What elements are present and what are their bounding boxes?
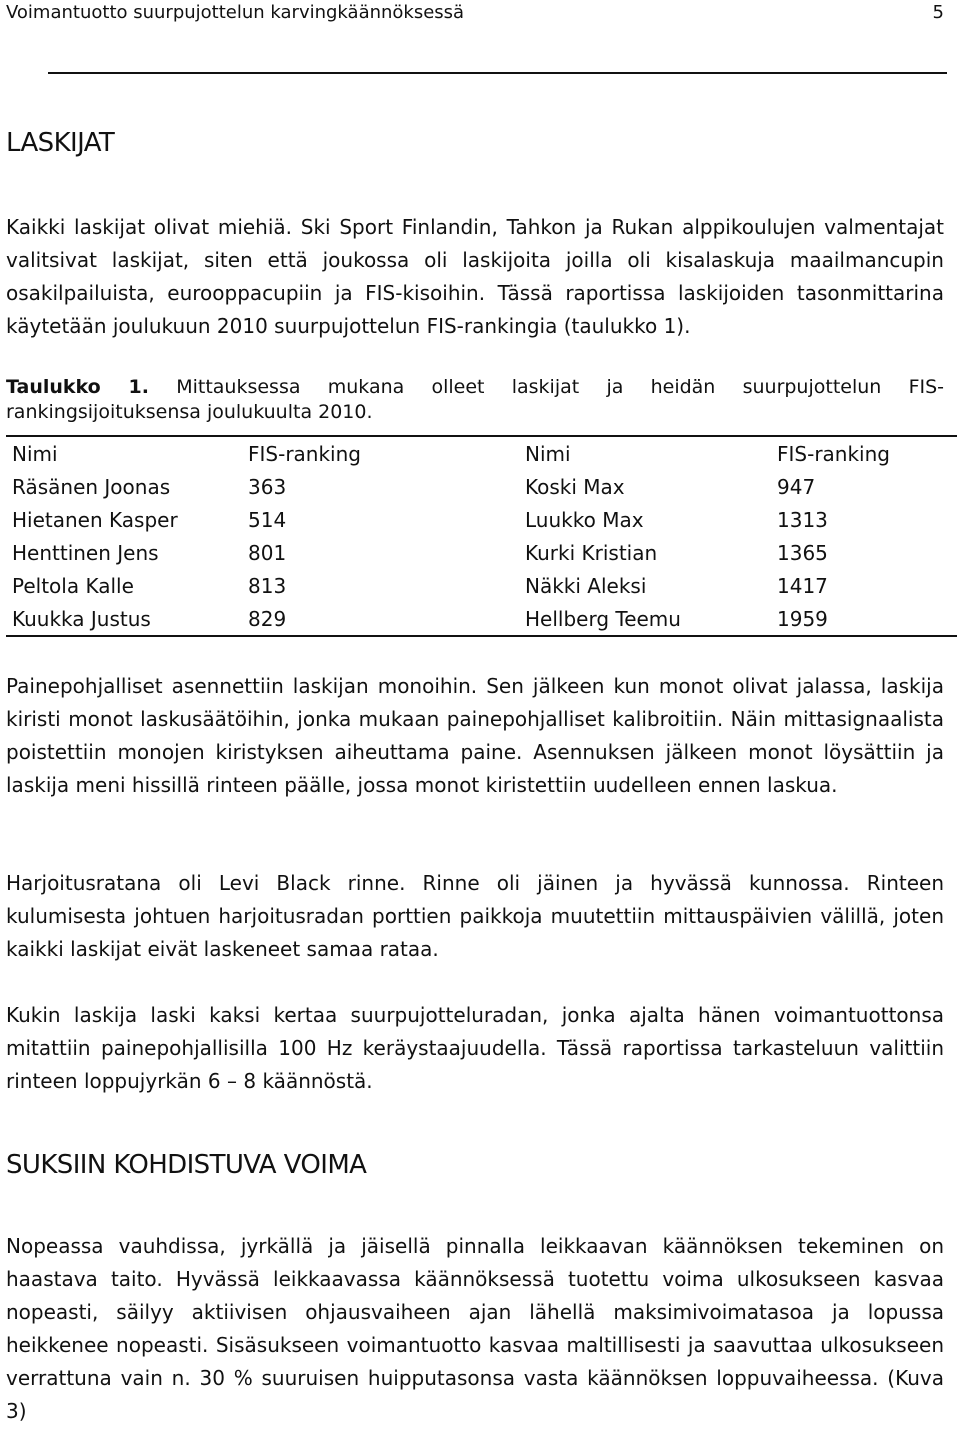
table-caption <box>6 375 944 425</box>
table-cell: 947 <box>777 474 816 499</box>
table-row <box>6 536 957 569</box>
paragraph-voimantuotto: Nopeassa vauhdissa, jyrkällä ja jäisellä pinnalla leikkaavan käännöksen tekeminen on haastava taito. Hyvässä leikkaavassa käännöksessä tuotettu voima ulkosukseen kasvaa nopeasti, säilyy aktiivisen ohjausvaiheen ajan lähellä maksimivoimatasoa ja lopussa heikkenee nopeasti. Sisäsukseen voimantuotto kasvaa maltillisesti ja saavuttaa ulkosukseen verrattuna vain n. 30 % suuruisen huipputasonsa vasta käännöksen loppuvaiheessa. (Kuva 3) <box>6 1234 944 1423</box>
table-cell: Kuukka Justus <box>12 606 151 631</box>
table-row <box>6 503 957 536</box>
table-cell: Räsänen Joonas <box>12 474 171 499</box>
table-cell: Henttinen Jens <box>12 540 159 565</box>
page-number: 5 <box>932 2 944 23</box>
paragraph-laskijat-intro: Kaikki laskijat olivat miehiä. Ski Sport Finlandin, Tahkon ja Rukan alppikoulujen valmentajat valitsivat laskijat, siten että joukossa oli laskijoita joilla oli kisalaskuja maailmancupin osakilpailuista, eurooppacupiin ja FIS-kisoihin. Tässä raportissa laskijoiden tasonmittarina käytetään joulukuun 2010 suurpujottelun FIS-rankingia (taulukko 1). <box>6 215 944 338</box>
running-header <box>6 2 944 26</box>
table-row <box>6 470 957 503</box>
table-cell: 1417 <box>777 573 828 598</box>
running-title: Voimantuotto suurpujottelun karvingkäännöksessä <box>6 2 465 23</box>
paragraph-painepohjalliset: Painepohjalliset asennettiin laskijan monoihin. Sen jälkeen kun monot olivat jalassa, laskija kiristi monot laskusäätöihin, jonka mukaan painepohjalliset kalibroitiin. Näin mittasignaalista poistettiin monojen kiristyksen aiheuttama paine. Asennuksen jälkeen monot löysättiin ja laskija meni hissillä rinteen päälle, jossa monot kiristettiin uudelleen ennen laskua. <box>6 674 944 797</box>
table-row <box>6 602 957 636</box>
table-header-cell: FIS-ranking <box>777 441 890 466</box>
table-header-cell: Nimi <box>12 441 58 466</box>
table-cell: Hellberg Teemu <box>525 606 681 631</box>
table-cell: Kurki Kristian <box>525 540 658 565</box>
table-cell: 801 <box>248 540 287 565</box>
section-heading-laskijat: LASKIJAT <box>6 128 115 158</box>
table-header-row <box>6 436 957 470</box>
table-cell: 514 <box>248 507 287 532</box>
table-cell: 829 <box>248 606 287 631</box>
table-cell: Koski Max <box>525 474 625 499</box>
table-cell: Hietanen Kasper <box>12 507 178 532</box>
paragraph-harjoitusrata: Harjoitusratana oli Levi Black rinne. Rinne oli jäinen ja hyvässä kunnossa. Rinteen kulumisesta johtuen harjoitusradan porttien paikkoja muutettiin mittauspäivien välillä, joten kaikki laskijat eivät laskeneet samaa rataa. <box>6 871 944 961</box>
table-header-cell: FIS-ranking <box>248 441 361 466</box>
table-header-cell: Nimi <box>525 441 571 466</box>
table-cell: 1365 <box>777 540 828 565</box>
section-heading-suksiin-kohdistuva-voima: SUKSIIN KOHDISTUVA VOIMA <box>6 1150 367 1180</box>
paragraph-mittaus: Kukin laskija laski kaksi kertaa suurpujotteluradan, jonka ajalta hänen voimantuottonsa mitattiin painepohjallisilla 100 Hz keräystaajuudella. Tässä raportissa tarkasteluun valittiin rinteen loppujyrkän 6 – 8 käännöstä. <box>6 1003 944 1093</box>
table-caption-label: Taulukko 1. <box>6 376 149 398</box>
fis-ranking-table <box>6 435 957 637</box>
table-row <box>6 569 957 602</box>
table-cell: Peltola Kalle <box>12 573 134 598</box>
table-caption-text: Mittauksessa mukana olleet laskijat ja heidän suurpujottelun FIS-rankingsijoituksensa joulukuulta 2010. <box>6 376 945 423</box>
table-cell: 813 <box>248 573 287 598</box>
header-rule <box>48 72 947 74</box>
table-cell: 1313 <box>777 507 828 532</box>
table-cell: Näkki Aleksi <box>525 573 647 598</box>
table-cell: 363 <box>248 474 287 499</box>
table-cell: 1959 <box>777 606 828 631</box>
table-cell: Luukko Max <box>525 507 644 532</box>
